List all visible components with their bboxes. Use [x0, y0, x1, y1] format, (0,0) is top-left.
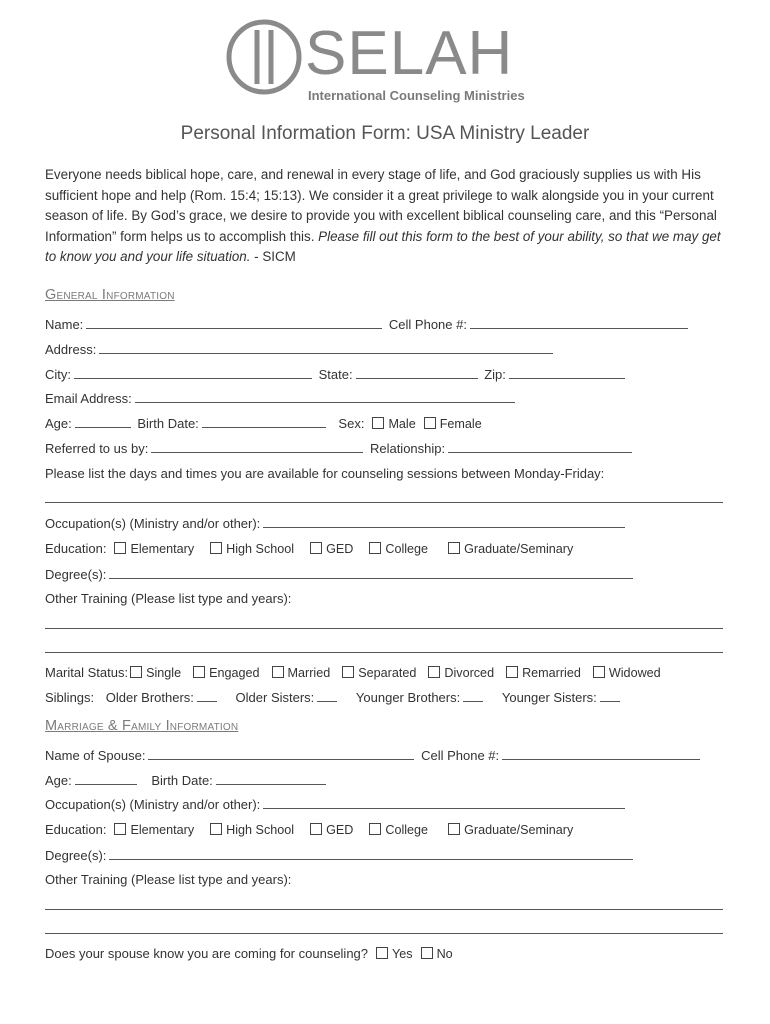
row-degrees [45, 567, 636, 583]
row-education [45, 541, 573, 557]
row-age [45, 416, 482, 432]
relationship-label: Relationship: [369, 441, 446, 456]
spouse-degrees-label: Degree(s): [45, 848, 107, 863]
address-field[interactable] [99, 342, 553, 354]
row-other-training: Other Training (Please list type and years): [45, 591, 292, 606]
spouse-occupation-field[interactable] [263, 797, 625, 809]
spouse-edu-college-checkbox[interactable] [369, 823, 381, 835]
birth-label: Birth Date: [137, 416, 199, 431]
degrees-field[interactable] [109, 567, 633, 579]
edu-ged-checkbox[interactable] [310, 542, 322, 554]
spouse-edu-highschool-checkbox[interactable] [210, 823, 222, 835]
spouse-degrees-field[interactable] [109, 848, 633, 860]
edu-graduate-checkbox[interactable] [448, 542, 460, 554]
younger-brothers-label: Younger Brothers: [355, 690, 461, 705]
marital-separated-checkbox[interactable] [342, 666, 354, 678]
spouse-edu-highschool-label: High School [226, 823, 295, 837]
referred-label: Referred to us by: [45, 441, 149, 456]
intro-sign: - SICM [250, 249, 296, 264]
row-spouse-know [45, 946, 453, 962]
spouse-know-no-checkbox[interactable] [421, 947, 433, 959]
spouse-label: Name of Spouse: [45, 748, 146, 763]
intro-italic: Please fill out this form to the best of your ability, so that we may get to know you and your life situation. [45, 228, 721, 264]
name-field[interactable] [86, 317, 382, 329]
row-spouse-age [45, 773, 329, 789]
marital-divorced-checkbox[interactable] [428, 666, 440, 678]
spouse-edu-graduate-label: Graduate/Seminary [464, 823, 574, 837]
spouse-edu-elementary-label: Elementary [130, 823, 195, 837]
marital-widowed-checkbox[interactable] [593, 666, 605, 678]
row-spouse [45, 748, 703, 764]
spouse-birth-field[interactable] [216, 773, 326, 785]
marital-widowed-label: Widowed [608, 666, 661, 680]
edu-highschool-label: High School [226, 542, 295, 556]
older-brothers-field[interactable] [197, 690, 217, 702]
row-address [45, 342, 556, 358]
city-field[interactable] [74, 367, 312, 379]
spouse-edu-ged-checkbox[interactable] [310, 823, 322, 835]
marital-married-label: Married [287, 666, 331, 680]
row-referred [45, 441, 635, 457]
spouse-field[interactable] [148, 748, 414, 760]
zip-label: Zip: [484, 367, 506, 382]
row-spouse-occupation [45, 797, 628, 813]
email-field[interactable] [135, 391, 515, 403]
spouse-other-training-field-2[interactable] [45, 933, 723, 934]
intro-body: Everyone needs biblical hope, care, and renewal in every stage of life, and God graciously supplies us with His sufficient hope and help (Rom. 15:4; 15:13). We consider it a great privilege to walk alongside you in your current season of life. By God’s grace, we desire to provide you with excellent biblical counseling care, and this “Personal Information” form helps us to accomplish this. [45, 167, 717, 244]
marital-remarried-label: Remarried [522, 666, 581, 680]
male-label: Male [388, 417, 416, 431]
spouse-age-field[interactable] [75, 773, 137, 785]
marital-single-label: Single [146, 666, 182, 680]
row-spouse-degrees [45, 848, 636, 864]
relationship-field[interactable] [448, 441, 632, 453]
spouse-know-label: Does your spouse know you are coming for counseling? [45, 946, 369, 961]
selah-logo [225, 18, 545, 108]
spouse-other-training-field-1[interactable] [45, 909, 723, 910]
spouse-cell-field[interactable] [502, 748, 700, 760]
edu-elementary-label: Elementary [130, 542, 195, 556]
sex-label: Sex: [338, 416, 365, 431]
marital-married-checkbox[interactable] [272, 666, 284, 678]
degrees-label: Degree(s): [45, 567, 107, 582]
male-checkbox[interactable] [372, 417, 384, 429]
edu-graduate-label: Graduate/Seminary [464, 542, 574, 556]
older-sisters-field[interactable] [317, 690, 337, 702]
row-occupation [45, 516, 628, 532]
page-title: Personal Information Form: USA Ministry Leader [180, 123, 590, 144]
row-email [45, 391, 518, 407]
spouse-know-yes-checkbox[interactable] [376, 947, 388, 959]
address-label: Address: [45, 342, 97, 357]
edu-elementary-checkbox[interactable] [114, 542, 126, 554]
younger-sisters-field[interactable] [600, 690, 620, 702]
row-marital [45, 665, 661, 681]
intro-paragraph [45, 165, 729, 268]
row-spouse-education [45, 822, 573, 838]
edu-college-label: College [385, 542, 429, 556]
marital-remarried-checkbox[interactable] [506, 666, 518, 678]
birth-field[interactable] [202, 416, 326, 428]
marital-engaged-label: Engaged [209, 666, 260, 680]
older-brothers-label: Older Brothers: [105, 690, 194, 705]
row-city [45, 367, 628, 383]
zip-field[interactable] [509, 367, 625, 379]
marital-label: Marital Status: [45, 665, 129, 680]
row-days: Please list the days and times you are available for counseling sessions between Monday-Friday: [45, 466, 605, 481]
age-field[interactable] [75, 416, 131, 428]
cell-label: Cell Phone #: [388, 317, 467, 332]
older-sisters-label: Older Sisters: [235, 690, 315, 705]
spouse-edu-college-label: College [385, 823, 429, 837]
younger-sisters-label: Younger Sisters: [501, 690, 597, 705]
section-general-heading: General Information [45, 287, 175, 303]
female-checkbox[interactable] [424, 417, 436, 429]
row-siblings [45, 690, 623, 706]
selah-logo-mark-icon [225, 18, 303, 96]
siblings-label: Siblings: [45, 690, 95, 705]
section-marriage-heading: Marriage & Family Information [45, 718, 239, 734]
edu-college-checkbox[interactable] [369, 542, 381, 554]
cell-field[interactable] [470, 317, 688, 329]
marital-separated-label: Separated [358, 666, 417, 680]
spouse-know-no-label: No [436, 947, 453, 961]
name-label: Name: [45, 317, 84, 332]
city-label: City: [45, 367, 71, 382]
occupation-field[interactable] [263, 516, 625, 528]
edu-ged-label: GED [326, 542, 354, 556]
logo-wordmark: SELAH [305, 19, 514, 88]
younger-brothers-field[interactable] [463, 690, 483, 702]
row-name [45, 317, 691, 333]
other-training-field-2[interactable] [45, 652, 723, 653]
spouse-birth-label: Birth Date: [151, 773, 213, 788]
spouse-education-label: Education: [45, 822, 107, 837]
logo-subtitle: International Counseling Ministries [308, 88, 525, 103]
spouse-edu-graduate-checkbox[interactable] [448, 823, 460, 835]
other-training-field-1[interactable] [45, 628, 723, 629]
spouse-edu-ged-label: GED [326, 823, 354, 837]
referred-field[interactable] [151, 441, 363, 453]
spouse-know-yes-label: Yes [392, 947, 413, 961]
days-field[interactable] [45, 502, 723, 503]
state-field[interactable] [356, 367, 478, 379]
state-label: State: [318, 367, 353, 382]
row-spouse-other-training: Other Training (Please list type and years): [45, 872, 292, 887]
edu-highschool-checkbox[interactable] [210, 542, 222, 554]
marital-engaged-checkbox[interactable] [193, 666, 205, 678]
spouse-occupation-label: Occupation(s) (Ministry and/or other): [45, 797, 261, 812]
email-label: Email Address: [45, 391, 132, 406]
marital-single-checkbox[interactable] [130, 666, 142, 678]
spouse-cell-label: Cell Phone #: [421, 748, 500, 763]
spouse-edu-elementary-checkbox[interactable] [114, 823, 126, 835]
occupation-label: Occupation(s) (Ministry and/or other): [45, 516, 261, 531]
marital-divorced-label: Divorced [444, 666, 495, 680]
age-label: Age: [45, 416, 72, 431]
female-label: Female [439, 417, 482, 431]
spouse-age-label: Age: [45, 773, 72, 788]
education-label: Education: [45, 541, 107, 556]
